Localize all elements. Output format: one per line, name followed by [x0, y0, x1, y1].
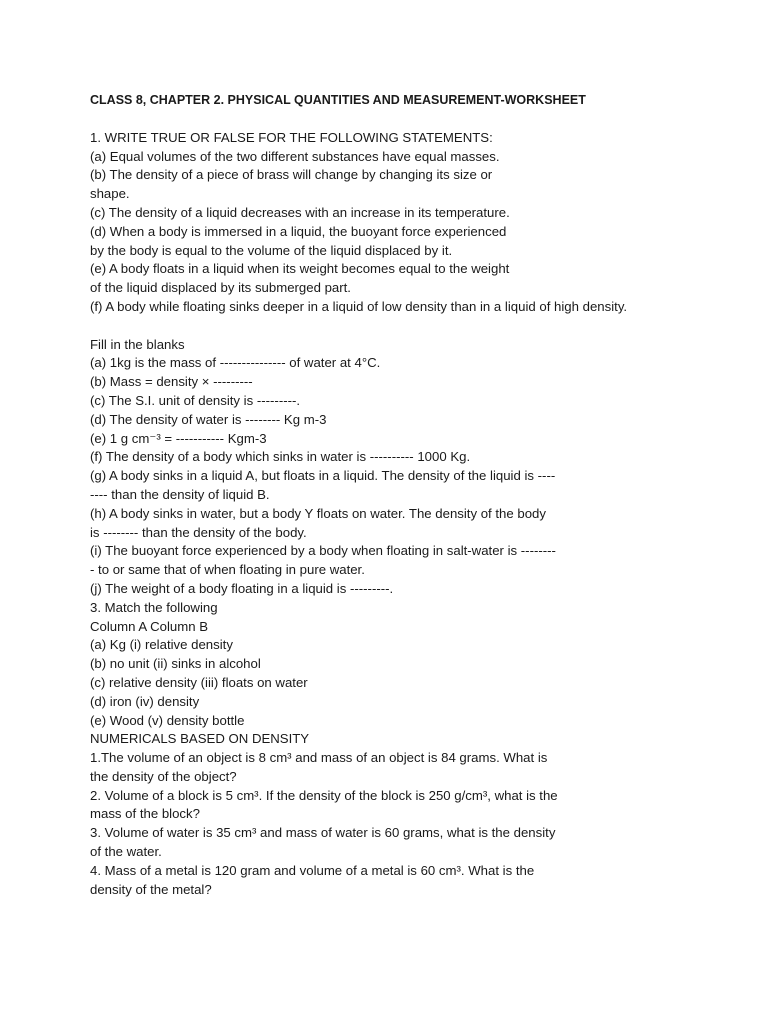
question-line: (b) The density of a piece of brass will change by changing its size or [90, 167, 493, 183]
question-line: 2. Volume of a block is 5 cm³. If the density of the block is 250 g/cm³, what is the [90, 787, 558, 803]
question-line: (c) The density of a liquid decreases with an increase in its temperature. [90, 204, 510, 220]
question-line: (g) A body sinks in a liquid A, but floats in a liquid. The density of the liquid is ---- [90, 468, 556, 484]
question-line: (a) Equal volumes of the two different substances have equal masses. [90, 148, 500, 164]
question-line: of the liquid displaced by its submerged part. [90, 280, 351, 296]
section-heading: 3. Match the following [90, 599, 218, 615]
question-line: density of the metal? [90, 881, 212, 897]
question-line: (d) When a body is immersed in a liquid, the buoyant force experienced [90, 223, 507, 239]
question-line: ---- than the density of liquid B. [90, 486, 270, 502]
question-line: mass of the block? [90, 806, 200, 822]
question-line: 1.The volume of an object is 8 cm³ and mass of an object is 84 grams. What is [90, 750, 548, 766]
spacer [90, 317, 730, 336]
question-line: (c) relative density (iii) floats on water [90, 674, 308, 690]
question-line: by the body is equal to the volume of the liquid displaced by it. [90, 242, 453, 258]
question-line: (a) Kg (i) relative density [90, 637, 233, 653]
question-line: is -------- than the density of the body. [90, 524, 307, 540]
worksheet-page [90, 91, 730, 899]
question-line: (b) Mass = density × --------- [90, 374, 253, 390]
question-line: the density of the object? [90, 768, 237, 784]
question-line: (f) The density of a body which sinks in water is ---------- 1000 Kg. [90, 449, 471, 465]
true-false-section [90, 129, 730, 317]
fill-blanks-and-rest-section [90, 336, 730, 900]
question-line: (e) 1 g cm⁻³ = ----------- Kgm-3 [90, 430, 267, 446]
question-line: (h) A body sinks in water, but a body Y floats on water. The density of the body [90, 505, 546, 521]
question-line: (e) A body floats in a liquid when its weight becomes equal to the weight [90, 261, 510, 277]
question-line: (d) The density of water is -------- Kg m-3 [90, 411, 327, 427]
spacer [90, 110, 730, 129]
question-line: (c) The S.I. unit of density is ---------. [90, 392, 301, 408]
question-line: (b) no unit (ii) sinks in alcohol [90, 656, 261, 672]
worksheet-title: CLASS 8, CHAPTER 2. PHYSICAL QUANTITIES AND MEASUREMENT-WORKSHEET [90, 93, 586, 107]
question-line: Fill in the blanks [90, 336, 185, 352]
section-heading: NUMERICALS BASED ON DENSITY [90, 731, 310, 747]
question-line: of the water. [90, 844, 162, 860]
question-line: 4. Mass of a metal is 120 gram and volume of a metal is 60 cm³. What is the [90, 862, 535, 878]
question-line: (a) 1kg is the mass of --------------- of water at 4°C. [90, 355, 381, 371]
question-line: 3. Volume of water is 35 cm³ and mass of water is 60 grams, what is the density [90, 825, 556, 841]
question-line: - to or same that of when floating in pure water. [90, 562, 365, 578]
question-line: (f) A body while floating sinks deeper in a liquid of low density than in a liquid of high density. [90, 298, 628, 314]
question-line: (i) The buoyant force experienced by a body when floating in salt-water is -------- [90, 543, 556, 559]
question-line: Column A Column B [90, 618, 209, 634]
question-line: 1. WRITE TRUE OR FALSE FOR THE FOLLOWING STATEMENTS: [90, 129, 493, 145]
question-line: shape. [90, 186, 130, 202]
question-line: (e) Wood (v) density bottle [90, 712, 245, 728]
question-line: (d) iron (iv) density [90, 693, 200, 709]
question-line: (j) The weight of a body floating in a liquid is ---------. [90, 580, 394, 596]
